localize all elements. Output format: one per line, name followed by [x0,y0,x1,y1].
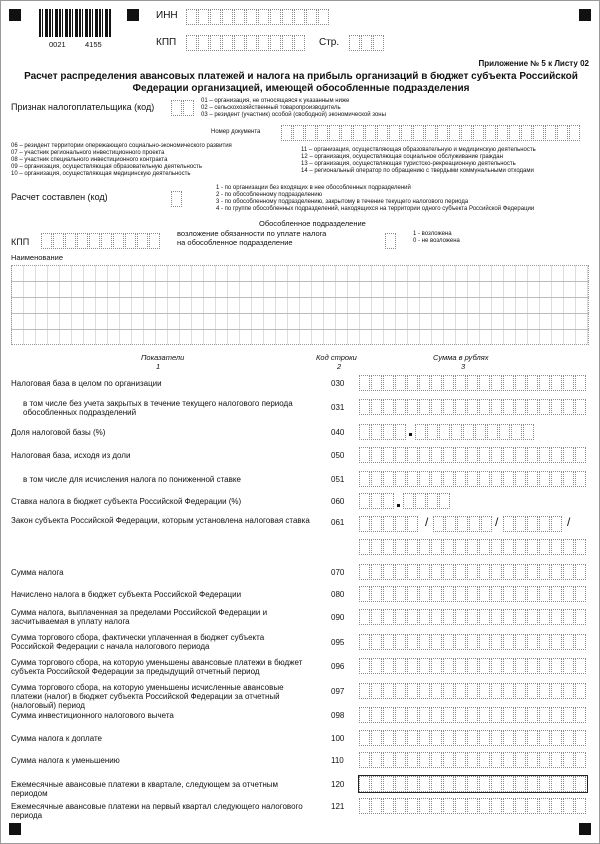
col-num-1: 1 [156,362,161,371]
law-article-field[interactable] [503,516,563,532]
decimal-point [397,504,400,507]
amount-field[interactable] [359,375,587,391]
barcode [39,9,111,37]
name-field[interactable] [11,265,589,345]
rate-fraction-field[interactable] [403,493,451,509]
amount-field[interactable] [359,707,587,723]
amount-field[interactable] [359,798,587,814]
amount-field[interactable] [359,683,587,699]
law-extra-field[interactable] [359,539,587,555]
corner-marker [579,823,591,835]
subdivision-kpp-field[interactable] [41,233,161,249]
kpp-field[interactable] [186,35,306,51]
taxpayer-code-field[interactable] [171,100,195,116]
slash: / [567,515,571,529]
barcode-number-left: 0021 [49,40,66,49]
taxpayer-codes-left: 06 – резидент территории опережающего социально-экономического развития 07 – участник регионального инвестиционного проекта 08 – участник специального инвестиционного контракта 09 – организация, осуществляющая образовательную деятельность 10 – организация, осуществляющая медицинскую деятельность [11,143,232,177]
page-label: Стр. [319,37,340,48]
subdivision-heading: Обособленное подразделение [259,219,366,228]
name-label: Наименование [11,253,63,262]
col-indicators-header: Показатели [141,353,185,362]
share-fraction-field[interactable] [415,424,535,440]
rate-integer-field[interactable] [359,493,395,509]
corner-marker [9,9,21,21]
calc-code-label: Расчет составлен (код) [11,192,108,202]
amount-field[interactable] [359,658,587,674]
calc-code-field[interactable] [171,191,183,207]
tax-form-page: 0021 4155 ИНН КПП Стр. Приложение № 5 к Листу 02 Расчет распределения авансовых платежей и налога на прибыль организаций в бюджет субъекта Российской Федерации организацией, имеющей обособленные подразделения Признак налогоплательщика (код) 01 – организация, не относящаяся к указанным ниже 02 – сельскохозяйственный товаропроизводитель 03 – резидент (участник) особой (свободной) экономической зоны Номер документа 06 – резидент территории опережающего социально-экономического развития 07 – участник регионального инвестиционного проекта 08 – участник специального инвестиционного контракта 09 – организация, осуществляющая образовательную деятельность 10 – организация, осуществляющая медицинскую деятельность 11 – организация, осуществляющая образовательную и медицинскую деятельность 12 – организация, осуществляющая социальное обслуживание граждан 13 – организация, осуществляющая туристско-рекреационную деятельность 14 – региональный оператор по обращению с твердыми коммунальными отходами Расчет составлен (код) 1 - по организации без входящих в нее обособленных подразделений 2 - по обособленному подразделению 3 - по обособленному подразделению, закрытому в течение текущего налогового периода 4 - по группе обособленных подразделений, находящихся на территории одного субъекта Российской Федерации Обособленное подразделение КПП возложение обязанности по уплате налога на обособленное подразделение 1 - возложена 0 - не возложена Наименование Показатели 1 Код строки 2 Сумма в рублях 3 Налоговая база в целом по организации 030 в том числе без учета закрытых в течение текущего налогового периода обособленных подразделений 031 Доля налоговой базы (%) 040 Налоговая база, исходя из доли 050 в том числе для исчисления налога по пониженной ставке 051 Ставка налога в бюджет субъекта Российской Федерации (%) 060 Закон субъекта Российской Федерации, которым установлена налоговая ставка 061 / / / Сумма налога 070 Начислено налога в бюджет субъекта Российской Федерации 080 Сумма налога, выплаченная за пределами Российской Федерации и засчитываемая в уплату налога 090 Сумма торгового сбора, фактически уплаченная в бюджет субъекта Российской Федерации с начала налогового периода 095 Сумма торгового сбора, на которую уменьшены авансовые платежи в бюджет субъекта Российской Федерации за предыдущий отчетный период 096 Сумма торгового сбора, на которую уменьшены исчисленные авансовые платежи (налог) в бюджет субъекта Российской Федерации за отчетный (налоговый) период 097 Сумма инвестиционного налогового вычета 098 Сумма налога к доплате 100 Сумма налога к уменьшению 110 Ежемесячные авансовые платежи в квартале, следующем за отчетным периодом 120 Ежемесячные авансовые платежи на первый квартал следующего налогового периода 121 [0,0,600,844]
corner-marker [127,9,139,21]
amount-field[interactable] [359,730,587,746]
calc-code-options: 1 - по организации без входящих в нее обособленных подразделений 2 - по обособленному подразделению 3 - по обособленному подразделению, закрытому в течение текущего налогового периода 4 - по группе обособленных подразделений, находящихся на территории одного субъекта Российской Федерации [216,185,535,212]
amount-field[interactable] [359,471,587,487]
amount-field[interactable] [359,586,587,602]
col-num-2: 2 [337,362,342,371]
corner-marker [9,823,21,835]
corner-marker [579,9,591,21]
decimal-point [409,433,412,436]
inn-label: ИНН [156,10,178,21]
slash: / [425,515,429,529]
amount-field[interactable] [359,634,587,650]
amount-field[interactable] [359,447,587,463]
duty-assignment-field[interactable] [385,233,397,249]
form-title: Расчет распределения авансовых платежей и налога на прибыль организаций в бюджет субъекта Российской Федерации организацией, имеющей обособленные подразделения [24,71,578,94]
amount-field[interactable] [359,752,587,768]
share-integer-field[interactable] [359,424,407,440]
duty-options: 1 - возложена 0 - не возложена [413,231,460,244]
col-amount-header: Сумма в рублях [433,353,489,362]
appendix-label: Приложение № 5 к Листу 02 [478,59,589,68]
taxpayer-sign-label: Признак налогоплательщика (код) [11,102,155,112]
slash: / [495,515,499,529]
amount-field[interactable] [359,609,587,625]
law-date-field[interactable] [433,516,493,532]
doc-number-field[interactable] [281,125,581,141]
inn-field[interactable] [186,9,330,25]
subdivision-kpp-label: КПП [11,237,30,247]
kpp-label: КПП [156,37,177,48]
law-number-field[interactable] [359,516,419,532]
page-number-field[interactable] [349,35,385,51]
doc-number-label: Номер документа [211,129,261,135]
col-num-3: 3 [461,362,466,371]
barcode-number-right: 4155 [85,40,102,49]
taxpayer-codes-right: 11 – организация, осуществляющая образовательную и медицинскую деятельность 12 – организация, осуществляющая социальное обслуживание граждан 13 – организация, осуществляющая туристско-рекреационную деятельность 14 – региональный оператор по обращению с твердыми коммунальными отходами [301,147,536,174]
amount-field[interactable] [359,564,587,580]
amount-field[interactable] [359,776,587,792]
amount-field[interactable] [359,399,587,415]
taxpayer-options: 01 – организация, не относящаяся к указанным ниже 02 – сельскохозяйственный товаропроизводитель 03 – резидент (участник) особой (свободной) экономической зоны [201,98,386,118]
col-code-header: Код строки [316,353,357,362]
duty-assignment-label: возложение обязанности по уплате налога на обособленное подразделение [177,229,327,247]
